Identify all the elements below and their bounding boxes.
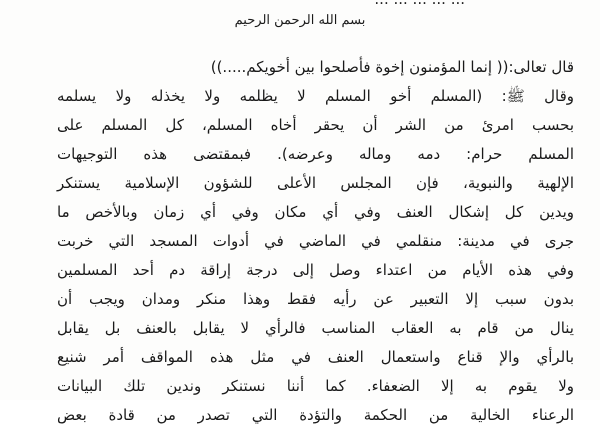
- body-line-8: وفي هذه الأيام من اعتداء وصل إلى درجة إراقة دم أحد المسلمين: [57, 261, 574, 279]
- document-body: [57, 53, 574, 424]
- body-line-11: بالرأي والإ قناع واستعمال العنف في مثل هذه المواقف أمر شنيع: [57, 348, 574, 366]
- body-line-6: ويدين كل إشكال العنف وفي أي مكان وفي أي زمان وبالأخص ما: [57, 203, 574, 221]
- body-line-3: بحسب امرئ من الشر أن يحقر أخاه المسلم، كل المسلم على: [57, 116, 574, 134]
- body-line-5: الإلهية والنبوية، فإن المجلس الأعلى للشؤون الإسلامية يستنكر: [57, 174, 574, 192]
- body-line-9: بدون سبب إلا التعبير عن رأيه فقط وهذا منكر ومدان ويجب أن: [57, 290, 574, 308]
- basmala-heading: بسم الله الرحمن الرحيم: [234, 13, 366, 28]
- body-line-12: ولا يقوم به إلا الضعفاء. كما أننا نستنكر وندين تلك البيانات: [57, 377, 574, 395]
- body-line-7: جرى في مدينة: منقلمي في الماضي في أدوات المسجد التي خربت: [57, 232, 574, 250]
- body-line-1: قال تعالى:(( إنما المؤمنون إخوة فأصلحوا بين أخويكم.....)): [210, 58, 574, 76]
- body-line-10: ينال من قام به العقاب المناسب فالرأي لا يقابل بالعنف بل يقابل: [57, 319, 574, 337]
- body-line-4: المسلم حرام: دمه وماله وعرضه). فبمقتضى هذه التوجيهات: [57, 145, 574, 163]
- cut-off-header-line: [215, 0, 465, 8]
- body-line-13: الرعناء الخالية من الحكمة والتؤدة التي تصدر من قادة بعض: [57, 406, 574, 424]
- body-line-2: وقال ﷺ: (المسلم أخو المسلم لا يظلمه ولا يخذله ولا يسلمه: [57, 87, 574, 105]
